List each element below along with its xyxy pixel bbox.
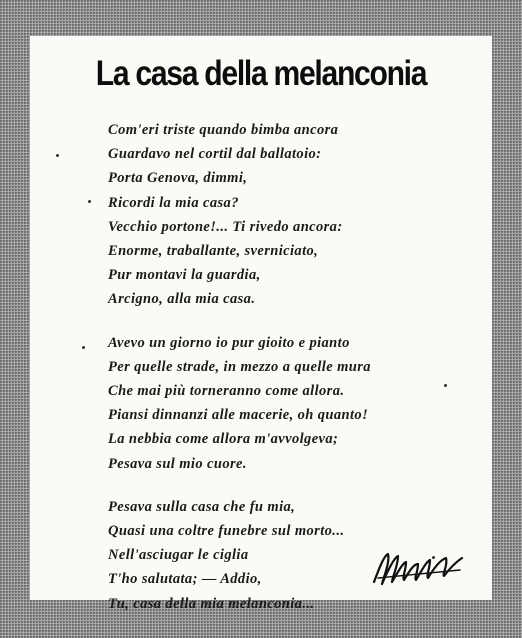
poem-line: Porta Genova, dimmi, — [108, 170, 248, 187]
poem-line: Pesava sul mio cuore. — [108, 455, 247, 472]
poem-line: Quasi una coltre funebre sul morto... — [108, 523, 345, 540]
poem-line: Pur montavi la guardia, — [108, 267, 261, 284]
poem-line: Vecchio portone!... Ti rivedo ancora: — [108, 218, 343, 235]
print-speck — [88, 200, 91, 203]
poem-line: Enorme, traballante, sverniciato, — [108, 243, 319, 260]
poem-line: Ricordi la mia casa? — [108, 194, 239, 211]
poem-line: Nell'asciugar le ciglia — [108, 547, 249, 564]
poem-line: Arcigno, alla mia casa. — [108, 291, 256, 308]
stanza-1 — [108, 118, 488, 312]
poem-line: Guardavo nel cortil dal ballatoio: — [108, 146, 322, 163]
signature-image — [370, 548, 470, 588]
print-speck — [82, 346, 85, 349]
poem-line: T'ho salutata; — Addio, — [108, 571, 262, 588]
poem-line: Avevo un giorno io pur gioito e pianto — [108, 334, 350, 351]
print-speck — [432, 556, 435, 559]
poem-line: Che mai più torneranno come allora. — [108, 383, 345, 400]
print-speck — [444, 384, 447, 387]
poem-line: Per quelle strade, in mezzo a quelle mura — [108, 358, 371, 375]
poem-line: Com'eri triste quando bimba ancora — [108, 122, 339, 138]
poem-title: La casa della melanconia — [95, 54, 427, 93]
print-speck — [56, 154, 59, 157]
poem-line: Tu, casa della mia melanconia... — [108, 595, 315, 612]
poem-line: La nebbia come allora m'avvolgeva; — [108, 431, 339, 448]
stanza-2 — [108, 331, 488, 476]
newspaper-clipping — [30, 36, 492, 612]
poem-line: Piansi dinnanzi alle macerie, oh quanto! — [108, 407, 369, 424]
poem-line: Pesava sulla casa che fu mia, — [108, 498, 296, 515]
